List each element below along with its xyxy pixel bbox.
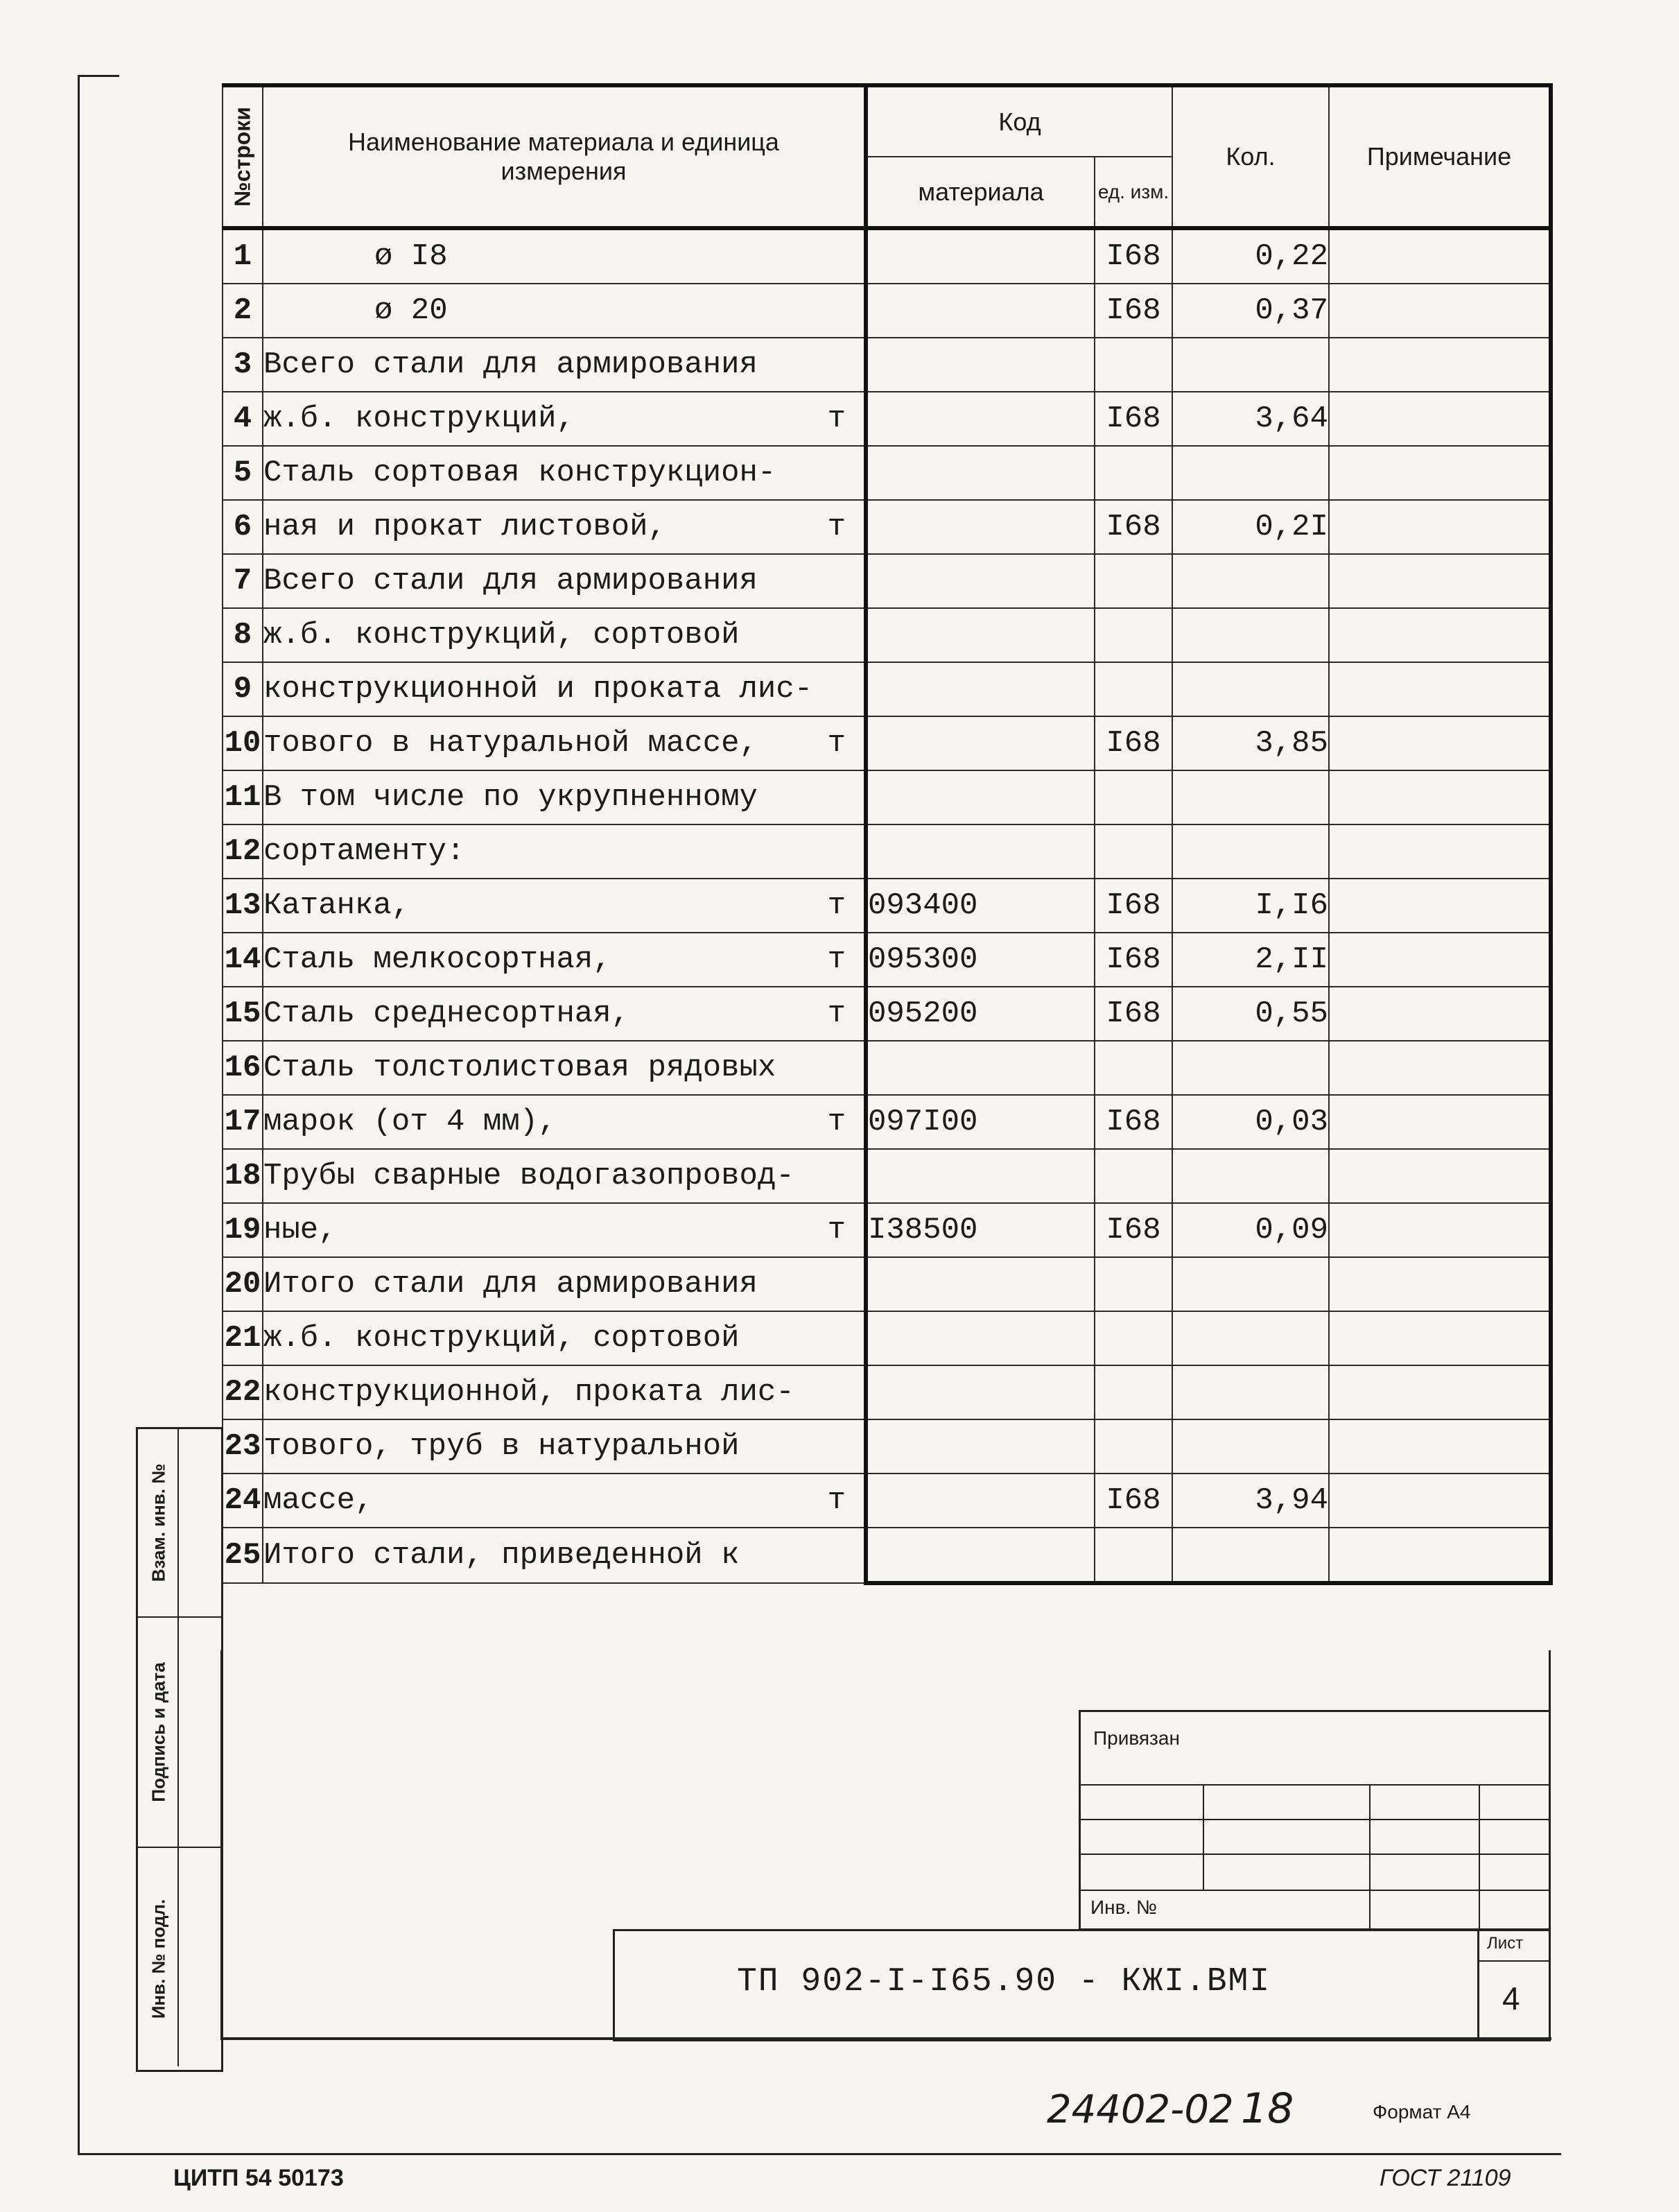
- frame-left: [78, 75, 80, 2155]
- row-note: [1329, 987, 1551, 1041]
- sheet-number: 4: [1502, 1980, 1520, 2016]
- row-unit-code: I68: [1095, 987, 1172, 1041]
- header-qty: Кол.: [1172, 85, 1329, 228]
- row-unit-code: [1095, 1365, 1172, 1419]
- row-note: [1329, 1257, 1551, 1311]
- handwritten-number: 24402-02: [1047, 2087, 1234, 2132]
- row-number: 25: [223, 1528, 263, 1583]
- row-qty: [1172, 446, 1329, 500]
- row-unit-code: [1095, 1257, 1172, 1311]
- row-code: [866, 1041, 1095, 1095]
- row-code: [866, 1149, 1095, 1203]
- row-qty: 0,03: [1172, 1095, 1329, 1149]
- header-row-number: №строки: [223, 85, 263, 228]
- row-unit-code: I68: [1095, 392, 1172, 446]
- table-row: [223, 392, 1551, 446]
- privyazan-block: [1079, 1710, 1551, 1930]
- privyazan-label: Привязан: [1093, 1727, 1180, 1749]
- handwritten-sheet: 18: [1241, 2084, 1294, 2133]
- row-code: [866, 1474, 1095, 1528]
- row-qty: [1172, 338, 1329, 392]
- row-code: [866, 770, 1095, 824]
- side-stamp-vzam: Взам. инв. №: [138, 1429, 221, 1618]
- table-row: [223, 1041, 1551, 1095]
- row-note: [1329, 500, 1551, 554]
- row-note: [1329, 1095, 1551, 1149]
- row-code: [866, 662, 1095, 716]
- header-note: Примечание: [1329, 85, 1551, 228]
- row-note: [1329, 392, 1551, 446]
- row-unit-code: [1095, 1041, 1172, 1095]
- table-row: [223, 933, 1551, 987]
- row-unit-code: I68: [1095, 716, 1172, 770]
- row-qty: 2,II: [1172, 933, 1329, 987]
- row-code: [866, 608, 1095, 662]
- row-number: 5: [223, 446, 263, 500]
- materials-table: [222, 83, 1553, 1585]
- row-note: [1329, 662, 1551, 716]
- row-code: 093400: [866, 879, 1095, 933]
- row-code: [866, 446, 1095, 500]
- row-note: [1329, 284, 1551, 338]
- row-code: [866, 338, 1095, 392]
- row-note: [1329, 933, 1551, 987]
- row-qty: [1172, 554, 1329, 608]
- row-note: [1329, 338, 1551, 392]
- row-number: 1: [223, 228, 263, 284]
- row-unit-code: [1095, 338, 1172, 392]
- row-note: [1329, 608, 1551, 662]
- row-name: массе, т: [263, 1474, 866, 1528]
- table-row: [223, 1311, 1551, 1365]
- row-name: ø I8: [263, 228, 866, 284]
- row-note: [1329, 1311, 1551, 1365]
- row-unit: т: [827, 401, 846, 436]
- row-qty: [1172, 1149, 1329, 1203]
- row-note: [1329, 879, 1551, 933]
- row-unit-code: [1095, 770, 1172, 824]
- row-number: 14: [223, 933, 263, 987]
- table-row: [223, 446, 1551, 500]
- table-row: [223, 1149, 1551, 1203]
- row-name: Сталь сортовая конструкцион-: [263, 446, 866, 500]
- row-name: конструкционной и проката лис-: [263, 662, 866, 716]
- row-unit-code: I68: [1095, 1095, 1172, 1149]
- row-unit-code: I68: [1095, 879, 1172, 933]
- inv-no-label: Инв. №: [1090, 1896, 1158, 1918]
- row-unit: т: [827, 1213, 846, 1247]
- row-name: ная и прокат листовой, т: [263, 500, 866, 554]
- row-unit-code: [1095, 1528, 1172, 1583]
- doc-code: ТП 902-I-I65.90 - КЖI.ВМI: [737, 1963, 1271, 2001]
- row-note: [1329, 1474, 1551, 1528]
- row-unit-code: [1095, 1311, 1172, 1365]
- row-unit: т: [827, 726, 846, 761]
- row-code: [866, 284, 1095, 338]
- row-number: 6: [223, 500, 263, 554]
- row-code: [866, 1311, 1095, 1365]
- table-row: [223, 1095, 1551, 1149]
- row-name: ø 20: [263, 284, 866, 338]
- row-number: 16: [223, 1041, 263, 1095]
- row-unit-code: [1095, 1419, 1172, 1474]
- row-qty: 3,94: [1172, 1474, 1329, 1528]
- row-name: Всего стали для армирования: [263, 338, 866, 392]
- row-code: [866, 1419, 1095, 1474]
- row-unit-code: [1095, 608, 1172, 662]
- header-name: Наименование материала и единица измерения: [263, 85, 866, 228]
- table-row: [223, 1528, 1551, 1583]
- row-unit: т: [827, 942, 846, 977]
- row-number: 15: [223, 987, 263, 1041]
- footer-left-stamp: ЦИТП 54 50173: [173, 2165, 344, 2191]
- row-code: [866, 1257, 1095, 1311]
- row-unit-code: I68: [1095, 1474, 1172, 1528]
- row-number: 24: [223, 1474, 263, 1528]
- table-row: [223, 1474, 1551, 1528]
- header-code-unit: ед. изм.: [1095, 157, 1172, 228]
- row-name: Сталь толстолистовая рядовых: [263, 1041, 866, 1095]
- table-row: [223, 608, 1551, 662]
- side-stamp: [136, 1427, 223, 2072]
- row-number: 23: [223, 1419, 263, 1474]
- row-qty: 3,85: [1172, 716, 1329, 770]
- row-unit-code: [1095, 446, 1172, 500]
- row-unit: т: [827, 1105, 846, 1139]
- row-number: 12: [223, 824, 263, 879]
- row-name: сортаменту:: [263, 824, 866, 879]
- row-unit-code: I68: [1095, 1203, 1172, 1257]
- table-left-border-ext: [220, 1650, 223, 2039]
- row-note: [1329, 770, 1551, 824]
- row-note: [1329, 824, 1551, 879]
- row-name: тового в натуральной массе, т: [263, 716, 866, 770]
- row-number: 3: [223, 338, 263, 392]
- row-code: [866, 1528, 1095, 1583]
- row-number: 18: [223, 1149, 263, 1203]
- row-qty: [1172, 1041, 1329, 1095]
- row-note: [1329, 446, 1551, 500]
- table-row: [223, 1365, 1551, 1419]
- row-note: [1329, 228, 1551, 284]
- row-qty: I,I6: [1172, 879, 1329, 933]
- row-name: Итого стали, приведенной к: [263, 1528, 866, 1583]
- row-number: 20: [223, 1257, 263, 1311]
- row-unit: т: [827, 1483, 846, 1518]
- row-number: 13: [223, 879, 263, 933]
- row-note: [1329, 1041, 1551, 1095]
- table-row: [223, 879, 1551, 933]
- row-code: [866, 554, 1095, 608]
- table-row: [223, 716, 1551, 770]
- row-qty: 0,37: [1172, 284, 1329, 338]
- format-label: Формат А4: [1373, 2101, 1471, 2123]
- header-code-material: материала: [866, 157, 1095, 228]
- row-unit: т: [827, 888, 846, 923]
- row-qty: [1172, 1311, 1329, 1365]
- row-number: 22: [223, 1365, 263, 1419]
- row-qty: [1172, 1365, 1329, 1419]
- sheet-label: Лист: [1487, 1934, 1524, 1953]
- row-name: ж.б. конструкций, сортовой: [263, 1311, 866, 1365]
- row-unit-code: I68: [1095, 228, 1172, 284]
- row-number: 7: [223, 554, 263, 608]
- row-unit-code: I68: [1095, 500, 1172, 554]
- row-code: 095300: [866, 933, 1095, 987]
- row-qty: 3,64: [1172, 392, 1329, 446]
- row-qty: [1172, 1257, 1329, 1311]
- row-code: 095200: [866, 987, 1095, 1041]
- row-qty: [1172, 1528, 1329, 1583]
- row-qty: [1172, 1419, 1329, 1474]
- row-name: тового, труб в натуральной: [263, 1419, 866, 1474]
- row-number: 11: [223, 770, 263, 824]
- side-stamp-divider: [177, 1427, 179, 2066]
- row-qty: [1172, 662, 1329, 716]
- row-unit-code: [1095, 1149, 1172, 1203]
- row-note: [1329, 1365, 1551, 1419]
- side-stamp-podpis: Подпись и дата: [138, 1618, 221, 1848]
- row-note: [1329, 554, 1551, 608]
- row-number: 9: [223, 662, 263, 716]
- row-name: Сталь среднесортная, т: [263, 987, 866, 1041]
- doc-code-block: [613, 1929, 1551, 2041]
- row-code: [866, 716, 1095, 770]
- table-row: [223, 500, 1551, 554]
- table-row: [223, 1257, 1551, 1311]
- row-code: [866, 1365, 1095, 1419]
- row-name: Всего стали для армирования: [263, 554, 866, 608]
- row-note: [1329, 1149, 1551, 1203]
- row-name: марок (от 4 мм), т: [263, 1095, 866, 1149]
- row-qty: [1172, 608, 1329, 662]
- table-row: [223, 987, 1551, 1041]
- row-number: 19: [223, 1203, 263, 1257]
- row-qty: [1172, 770, 1329, 824]
- row-note: [1329, 716, 1551, 770]
- row-number: 4: [223, 392, 263, 446]
- row-code: [866, 500, 1095, 554]
- table-row: [223, 338, 1551, 392]
- table-row: [223, 662, 1551, 716]
- row-number: 17: [223, 1095, 263, 1149]
- row-name: ж.б. конструкций, сортовой: [263, 608, 866, 662]
- table-row: [223, 1419, 1551, 1474]
- row-qty: 0,09: [1172, 1203, 1329, 1257]
- table-row: [223, 284, 1551, 338]
- row-qty: [1172, 824, 1329, 879]
- row-code: [866, 824, 1095, 879]
- row-note: [1329, 1528, 1551, 1583]
- side-stamp-inv-podl: Инв. № подл.: [148, 1899, 169, 2019]
- row-name: Итого стали для армирования: [263, 1257, 866, 1311]
- row-unit-code: I68: [1095, 284, 1172, 338]
- row-qty: 0,2I: [1172, 500, 1329, 554]
- row-unit-code: [1095, 824, 1172, 879]
- table-row: [223, 228, 1551, 284]
- row-unit: т: [827, 510, 846, 544]
- row-unit-code: I68: [1095, 933, 1172, 987]
- row-name: Трубы сварные водогазопровод-: [263, 1149, 866, 1203]
- row-number: 10: [223, 716, 263, 770]
- table-row: [223, 770, 1551, 824]
- frame-top-tick: [78, 75, 119, 77]
- row-name: конструкционной, проката лис-: [263, 1365, 866, 1419]
- header-code-group: Код: [866, 85, 1172, 157]
- row-qty: 0,55: [1172, 987, 1329, 1041]
- frame-bottom: [78, 2153, 1561, 2155]
- row-name: В том числе по укрупненному: [263, 770, 866, 824]
- row-code: I38500: [866, 1203, 1095, 1257]
- footer-right-stamp: ГОСТ 21109: [1380, 2165, 1511, 2191]
- row-number: 8: [223, 608, 263, 662]
- row-name: Сталь мелкосортная, т: [263, 933, 866, 987]
- table-row: [223, 824, 1551, 879]
- row-name: ные, т: [263, 1203, 866, 1257]
- table-row: [223, 554, 1551, 608]
- row-code: [866, 228, 1095, 284]
- row-note: [1329, 1203, 1551, 1257]
- row-note: [1329, 1419, 1551, 1474]
- row-number: 2: [223, 284, 263, 338]
- row-unit-code: [1095, 554, 1172, 608]
- table-row: [223, 1203, 1551, 1257]
- row-unit-code: [1095, 662, 1172, 716]
- row-number: 21: [223, 1311, 263, 1365]
- row-name: Катанка, т: [263, 879, 866, 933]
- row-code: [866, 392, 1095, 446]
- row-code: 097I00: [866, 1095, 1095, 1149]
- row-qty: 0,22: [1172, 228, 1329, 284]
- row-unit: т: [827, 996, 846, 1031]
- row-name: ж.б. конструкций, т: [263, 392, 866, 446]
